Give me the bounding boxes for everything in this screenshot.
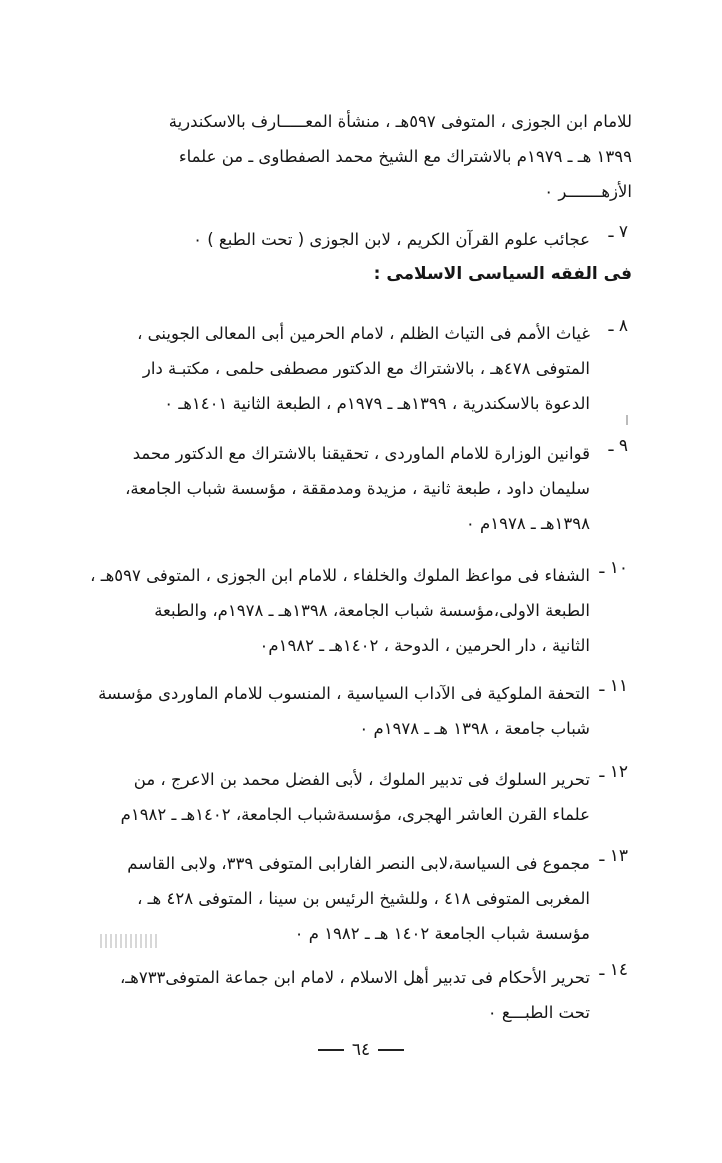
item-number: ١٣ ـ: [599, 846, 628, 866]
item-number: ٧ ـ: [608, 222, 628, 242]
intro-paragraph: [92, 104, 632, 209]
text-line: الطبعة الاولى،مؤسسة شباب الجامعة، ١٣٩٨هـ ـ ١٩٧٨م، والطبعة: [154, 601, 590, 620]
text-line: ١٣٩٨هـ ـ ١٩٧٨م ٠: [465, 514, 590, 533]
text-line: تحرير السلوك فى تدبير الملوك ، لأبى الفضل محمد بن الاعرج ، من: [133, 770, 590, 789]
text-line: علماء القرن العاشر الهجرى، مؤسسةشباب الجامعة، ١٤٠٢هـ ـ ١٩٨٢م: [120, 805, 590, 824]
item-number: ١٤ ـ: [599, 960, 628, 980]
dash-decoration: [378, 1049, 404, 1051]
scan-speck: [100, 934, 160, 948]
list-item: [90, 762, 590, 832]
text-line: عجائب علوم القرآن الكريم ، لابن الجوزى ( تحت الطبع ) ٠: [193, 230, 590, 249]
section-heading: فى الفقه السياسى الاسلامى :: [373, 264, 632, 284]
text-line: غياث الأمم فى التياث الظلم ، لامام الحرمين أبى المعالى الجوينى ،: [137, 324, 590, 343]
text-line: تحرير الأحكام فى تدبير أهل الاسلام ، لامام ابن جماعة المتوفى٧٣٣هـ،: [119, 968, 590, 987]
text-line: ١٣٩٩ هـ ـ ١٩٧٩م بالاشتراك مع الشيخ محمد الصفطاوى ـ من علماء: [178, 147, 632, 166]
text-line: شباب جامعة ، ١٣٩٨ هـ ـ ١٩٧٨م ٠: [359, 719, 590, 738]
text-line: المغربى المتوفى ٤١٨ ، وللشيخ الرئيس بن سينا ، المتوفى ٤٢٨ هـ ،: [137, 889, 590, 908]
item-number: ٨ ـ: [608, 316, 628, 336]
text-line: الشفاء فى مواعظ الملوك والخلفاء ، للامام ابن الجوزى ، المتوفى ٥٩٧هـ ،: [90, 566, 590, 585]
page-number-footer: [0, 1040, 722, 1060]
item-number: ١٠ ـ: [599, 558, 628, 578]
list-item: [90, 222, 590, 257]
text-line: التحفة الملوكية فى الآداب السياسية ، المنسوب للامام الماوردى مؤسسة: [98, 684, 590, 703]
text-line: للامام ابن الجوزى ، المتوفى ٥٩٧هـ ، منشأة المعـــــارف بالاسكندرية: [168, 112, 632, 131]
text-line: تحت الطبـــع ٠: [487, 1003, 590, 1022]
dash-decoration: [318, 1049, 344, 1051]
text-line: قوانين الوزارة للامام الماوردى ، تحقيقنا بالاشتراك مع الدكتور محمد: [132, 444, 590, 463]
text-line: مجموع فى السياسة،لابى النصر الفارابى المتوفى ٣٣٩، ولابى القاسم: [127, 854, 590, 873]
text-line: الدعوة بالاسكندرية ، ١٣٩٩هـ ـ ١٩٧٩م ، الطبعة الثانية ١٤٠١هـ ٠: [164, 394, 590, 413]
list-item: [90, 960, 590, 1030]
page-number: ٦٤: [351, 1040, 371, 1060]
text-line: سليمان داود ، طبعة ثانية ، مزيدة ومدمققة ، مؤسسة شباب الجامعة،: [125, 479, 590, 498]
item-number: ١١ ـ: [599, 676, 628, 696]
list-item: [90, 558, 590, 663]
text-line: الأزهـــــــر ٠: [544, 182, 632, 201]
list-item: [90, 316, 590, 421]
item-number: ١٢ ـ: [599, 762, 628, 782]
text-line: مؤسسة شباب الجامعة ١٤٠٢ هـ ـ ١٩٨٢ م ٠: [294, 924, 590, 943]
text-line: الثانية ، دار الحرمين ، الدوحة ، ١٤٠٢هـ ـ ١٩٨٢م٠: [259, 636, 590, 655]
text-line: المتوفى ٤٧٨هـ ، بالاشتراك مع الدكتور مصطفى حلمى ، مكتبـة دار: [142, 359, 590, 378]
list-item: [90, 846, 590, 951]
scan-mark: [626, 415, 628, 425]
list-item: [90, 436, 590, 541]
item-number: ٩ ـ: [608, 436, 628, 456]
list-item: [90, 676, 590, 746]
